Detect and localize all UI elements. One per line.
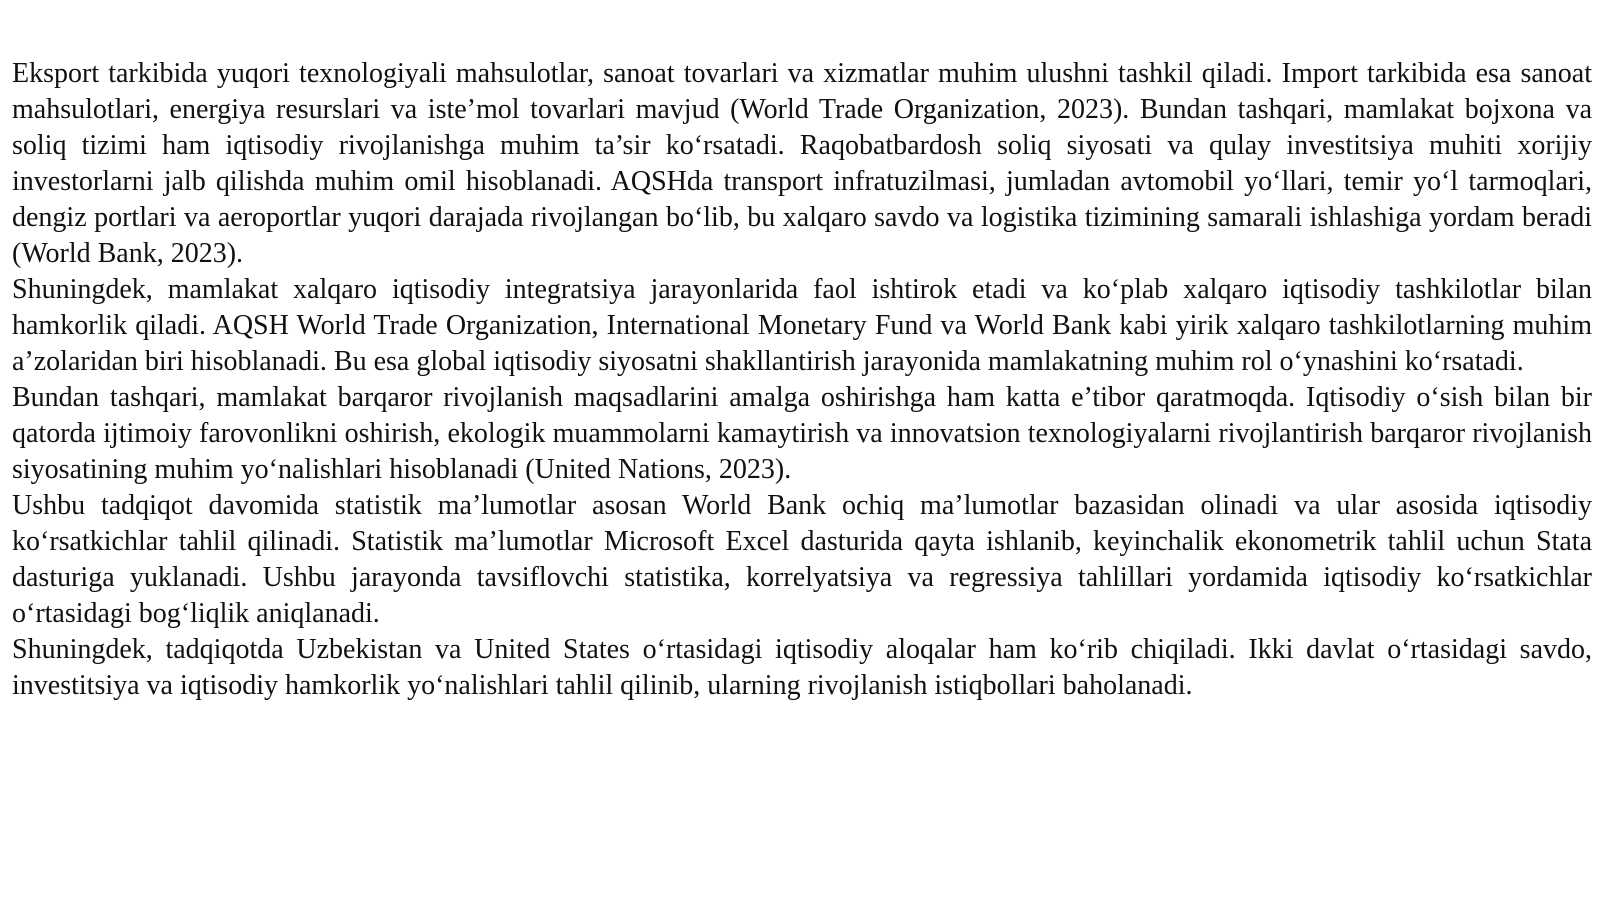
paragraph-uzbekistan-us-relations: Shuningdek, tadqiqotda Uzbekistan va United States o‘rtasidagi iqtisodiy aloqalar ham ko‘rib chiqiladi. Ikki davlat o‘rtasidagi savdo, investitsiya va iqtisodiy hamkorlik yo‘nalishlari tahlil qilinib, ularning rivojlanish istiqbollari baholanadi. <box>12 634 1592 701</box>
paragraph-methodology: Ushbu tadqiqot davomida statistik ma’lumotlar asosan World Bank ochiq ma’lumotlar bazasidan olinadi va ular asosida iqtisodiy ko‘rsatkichlar tahlil qilinadi. Statistik ma’lumotlar Microsoft Excel dasturida qayta ishlanib, keyinchalik ekonometrik tahlil uchun Stata dasturiga yuklanadi. Ushbu jarayonda tavsiflovchi statistika, korrelyatsiya va regressiya tahlillari yordamida iqtisodiy ko‘rsatkichlar o‘rtasidagi bog‘liqlik aniqlanadi. <box>12 490 1592 629</box>
paragraph-export-import: Eksport tarkibida yuqori texnologiyali mahsulotlar, sanoat tovarlari va xizmatlar muhim ulushni tashkil qiladi. Import tarkibida esa sanoat mahsulotlari, energiya resurslari va iste’mol tovarlari mavjud (World Trade Organization, 2023). Bundan tashqari, mamlakat bojxona va soliq tizimi ham iqtisodiy rivojlanishga muhim ta’sir ko‘rsatadi. Raqobatbardosh soliq siyosati va qulay investitsiya muhiti xorijiy investorlarni jalb qilishda muhim omil hisoblanadi. AQSHda transport infratuzilmasi, jumladan avtomobil yo‘llari, temir yo‘l tarmoqlari, dengiz portlari va aeroportlar yuqori darajada rivojlangan bo‘lib, bu xalqaro savdo va logistika tizimining samarali ishlashiga yordam beradi (World Bank, 2023). <box>12 58 1592 269</box>
paragraph-sustainable-development: Bundan tashqari, mamlakat barqaror rivojlanish maqsadlarini amalga oshirishga ham katta e’tibor qaratmoqda. Iqtisodiy o‘sish bilan bir qatorda ijtimoiy farovonlikni oshirish, ekologik muammolarni kamaytirish va innovatsion texnologiyalarni rivojlantirish barqaror rivojlanish siyosatining muhim yo‘nalishlari hisoblanadi (United Nations, 2023). <box>12 382 1592 485</box>
paragraph-integration: Shuningdek, mamlakat xalqaro iqtisodiy integratsiya jarayonlarida faol ishtirok etadi va ko‘plab xalqaro iqtisodiy tashkilotlar bilan hamkorlik qiladi. AQSH World Trade Organization, International Monetary Fund va World Bank kabi yirik xalqaro tashkilotlarning muhim a’zolaridan biri hisoblanadi. Bu esa global iqtisodiy siyosatni shakllantirish jarayonida mamlakatning muhim rol o‘ynashini ko‘rsatadi. <box>12 274 1592 377</box>
document-body <box>12 56 1592 704</box>
